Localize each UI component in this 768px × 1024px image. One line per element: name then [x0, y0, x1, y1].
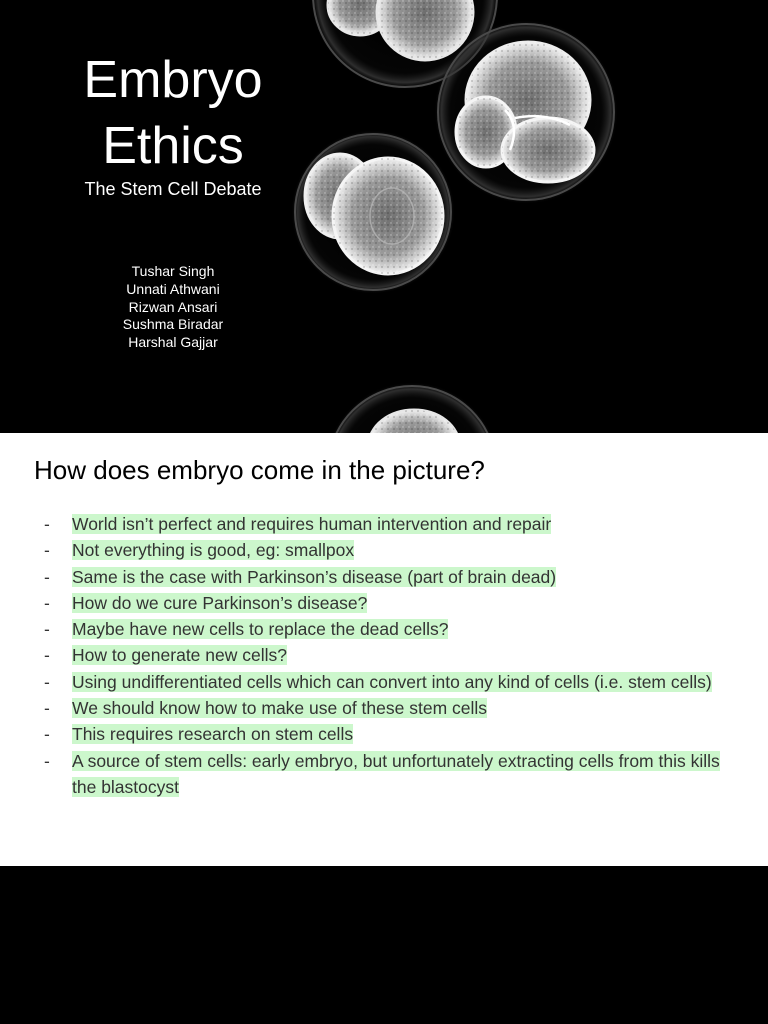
- slide-title-line-1: Embryo: [83, 51, 263, 109]
- bullet-item: [44, 511, 734, 537]
- bullet-item: [44, 669, 734, 695]
- author-name: Tushar Singh: [131, 263, 215, 279]
- author-name: Harshal Gajjar: [128, 334, 218, 351]
- embryo-cell-two-cell: [291, 130, 455, 294]
- slide-subtitle: The Stem Cell Debate: [84, 179, 262, 199]
- embryo-cell-bottom: [324, 382, 500, 433]
- bullet-text: How to generate new cells?: [72, 645, 287, 666]
- bullet-dash: -: [44, 592, 50, 613]
- author-name: Rizwan Ansari: [128, 298, 218, 315]
- bullet-dash: -: [44, 514, 50, 534]
- bullet-item: [44, 564, 734, 590]
- bullet-text: Using undifferentiated cells which can convert into any kind of cells (i.e. stem cells): [72, 671, 712, 692]
- bullet-dash: -: [44, 645, 50, 666]
- bullet-dash: -: [44, 566, 50, 587]
- bullet-text: Same is the case with Parkinson’s disease (part of brain dead): [72, 566, 557, 587]
- bullet-dash: -: [44, 724, 50, 745]
- bullet-text: World isn’t perfect and requires human intervention and repair: [72, 514, 552, 534]
- bullet-item: [44, 537, 734, 563]
- author-name: Unnati Athwani: [126, 280, 220, 297]
- bullet-dash: -: [44, 671, 50, 692]
- content-slide: [0, 433, 768, 866]
- blank-area: [0, 866, 768, 1024]
- slide-heading: How does embryo come in the picture?: [34, 455, 485, 485]
- title-slide: [0, 0, 768, 433]
- bullet-item: [44, 721, 734, 747]
- embryo-cell-four-cell: [434, 20, 618, 204]
- bullet-list: [44, 511, 734, 800]
- bullet-item: [44, 590, 734, 616]
- slide-title-line-2: Ethics: [102, 117, 244, 175]
- bullet-text: Not everything is good, eg: smallpox: [72, 540, 355, 561]
- bullet-dash: -: [44, 540, 50, 561]
- bullet-text: This requires research on stem cells: [72, 724, 354, 745]
- bullet-text: A source of stem cells: early embryo, but unfortunately extracting cells from this kills the blastocyst: [72, 750, 720, 797]
- bullet-text: Maybe have new cells to replace the dead cells?: [72, 619, 449, 640]
- bullet-dash: -: [44, 619, 50, 640]
- bullet-item: [44, 642, 734, 668]
- bullet-item: [44, 616, 734, 642]
- author-list: [38, 263, 308, 352]
- bullet-item: [44, 695, 734, 721]
- bullet-text: How do we cure Parkinson’s disease?: [72, 592, 368, 613]
- bullet-item: [44, 748, 734, 801]
- author-name: Sushma Biradar: [122, 316, 224, 333]
- bullet-dash: -: [44, 750, 50, 771]
- bullet-dash: -: [44, 698, 50, 719]
- bullet-text: We should know how to make use of these stem cells: [72, 698, 488, 719]
